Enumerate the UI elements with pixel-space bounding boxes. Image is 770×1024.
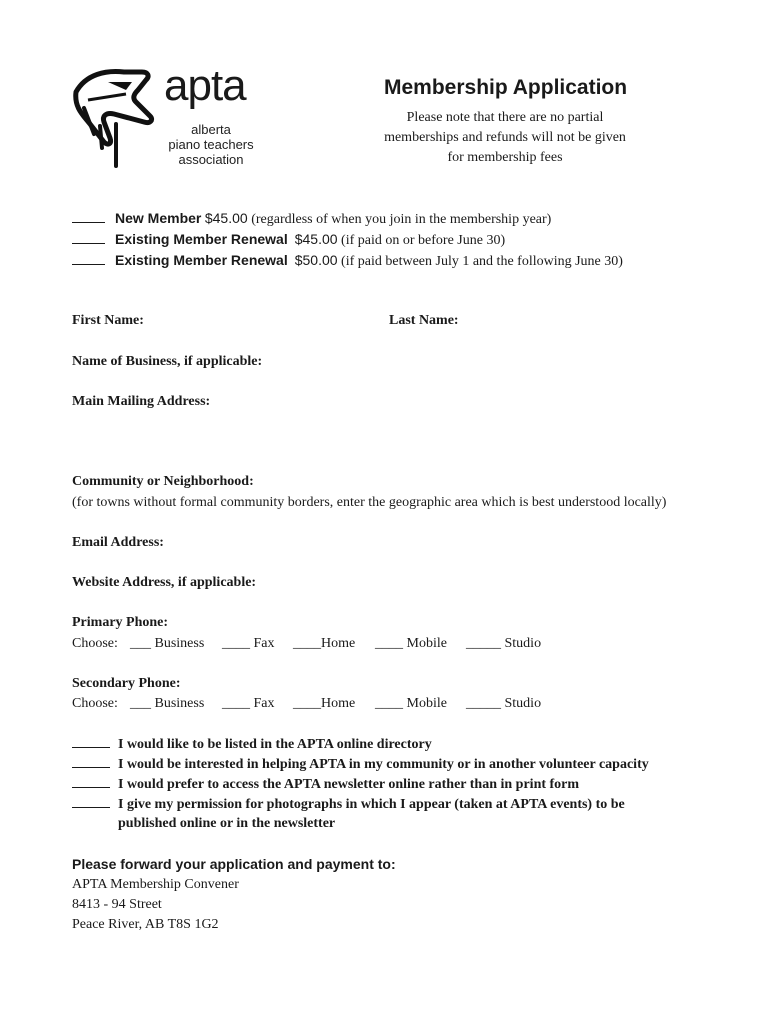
option-note: (regardless of when you join in the membership year) bbox=[251, 212, 552, 227]
mailing-address-label: Main Mailing Address: bbox=[72, 394, 211, 409]
phone-option-mobile[interactable]: ____ Mobile bbox=[375, 696, 447, 711]
phone-option-home[interactable]: ____Home bbox=[293, 696, 356, 711]
logo-wordmark: apta bbox=[164, 61, 246, 110]
checkbox-blank[interactable] bbox=[72, 776, 110, 788]
address-line: Peace River, AB T8S 1G2 bbox=[72, 917, 219, 932]
option-price: $45.00 bbox=[204, 210, 248, 226]
phone-option-fax[interactable]: ____ Fax bbox=[222, 636, 275, 651]
secondary-phone-label: Secondary Phone: bbox=[72, 676, 181, 691]
option-blank[interactable] bbox=[72, 231, 105, 244]
option-name: Existing Member Renewal bbox=[115, 252, 288, 268]
checkbox-blank[interactable] bbox=[72, 736, 110, 748]
last-name-label: Last Name: bbox=[389, 313, 459, 328]
business-name-label: Name of Business, if applicable: bbox=[72, 354, 263, 369]
consent-text: I give my permission for photographs in which I appear (taken at APTA events) to be bbox=[118, 797, 625, 812]
consent-newsletter-online[interactable] bbox=[72, 776, 579, 793]
consent-text: I would like to be listed in the APTA online directory bbox=[118, 737, 432, 752]
checkbox-blank[interactable] bbox=[72, 756, 110, 768]
phone-option-business[interactable]: ___ Business bbox=[130, 696, 205, 711]
membership-option-renewal-late[interactable] bbox=[72, 252, 623, 270]
option-blank[interactable] bbox=[72, 210, 105, 223]
website-label: Website Address, if applicable: bbox=[72, 575, 257, 590]
consent-photographs[interactable] bbox=[72, 796, 625, 813]
choose-label: Choose: bbox=[72, 636, 118, 651]
notice-line: memberships and refunds will not be given bbox=[384, 130, 626, 145]
address-line: 8413 - 94 Street bbox=[72, 897, 162, 912]
choose-label: Choose: bbox=[72, 696, 118, 711]
phone-option-mobile[interactable]: ____ Mobile bbox=[375, 636, 447, 651]
phone-option-business[interactable]: ___ Business bbox=[130, 636, 205, 651]
consent-volunteer[interactable] bbox=[72, 756, 649, 773]
notice-line: Please note that there are no partial bbox=[406, 110, 604, 125]
consent-text: I would be interested in helping APTA in my community or in another volunteer capacity bbox=[118, 757, 649, 772]
phone-option-home[interactable]: ____Home bbox=[293, 636, 356, 651]
logo-line: association bbox=[178, 152, 244, 167]
option-note: (if paid on or before June 30) bbox=[341, 233, 506, 248]
consent-text: I would prefer to access the APTA newsletter online rather than in print form bbox=[118, 777, 580, 792]
email-label: Email Address: bbox=[72, 535, 164, 550]
option-name: New Member bbox=[115, 210, 202, 226]
phone-option-fax[interactable]: ____ Fax bbox=[222, 696, 275, 711]
logo-line: alberta bbox=[191, 122, 231, 137]
forward-title: Please forward your application and payment to: bbox=[72, 856, 396, 872]
consent-photographs-continued bbox=[72, 816, 335, 832]
option-name: Existing Member Renewal bbox=[115, 231, 288, 247]
membership-option-new[interactable] bbox=[72, 210, 551, 228]
form-title: Membership Application bbox=[384, 76, 628, 99]
community-note: (for towns without formal community borders, enter the geographic area which is best understood locally) bbox=[72, 495, 667, 510]
phone-option-studio[interactable]: _____ Studio bbox=[466, 636, 542, 651]
option-note: (if paid between July 1 and the following June 30) bbox=[341, 254, 623, 269]
notice-line: for membership fees bbox=[447, 150, 563, 165]
consent-directory[interactable] bbox=[72, 736, 432, 753]
primary-phone-label: Primary Phone: bbox=[72, 615, 169, 630]
first-name-label: First Name: bbox=[72, 313, 144, 328]
checkbox-blank[interactable] bbox=[72, 796, 110, 808]
address-line: APTA Membership Convener bbox=[72, 877, 239, 892]
phone-option-studio[interactable]: _____ Studio bbox=[466, 696, 542, 711]
option-blank[interactable] bbox=[72, 252, 105, 265]
refund-notice bbox=[360, 108, 650, 168]
logo-subtitle bbox=[166, 122, 256, 167]
community-label: Community or Neighborhood: bbox=[72, 474, 254, 489]
consent-text: published online or in the newsletter bbox=[118, 816, 336, 831]
option-price: $50.00 bbox=[294, 252, 338, 268]
membership-option-renewal-early[interactable] bbox=[72, 231, 505, 249]
logo-line: piano teachers bbox=[168, 137, 254, 152]
option-price: $45.00 bbox=[294, 231, 338, 247]
